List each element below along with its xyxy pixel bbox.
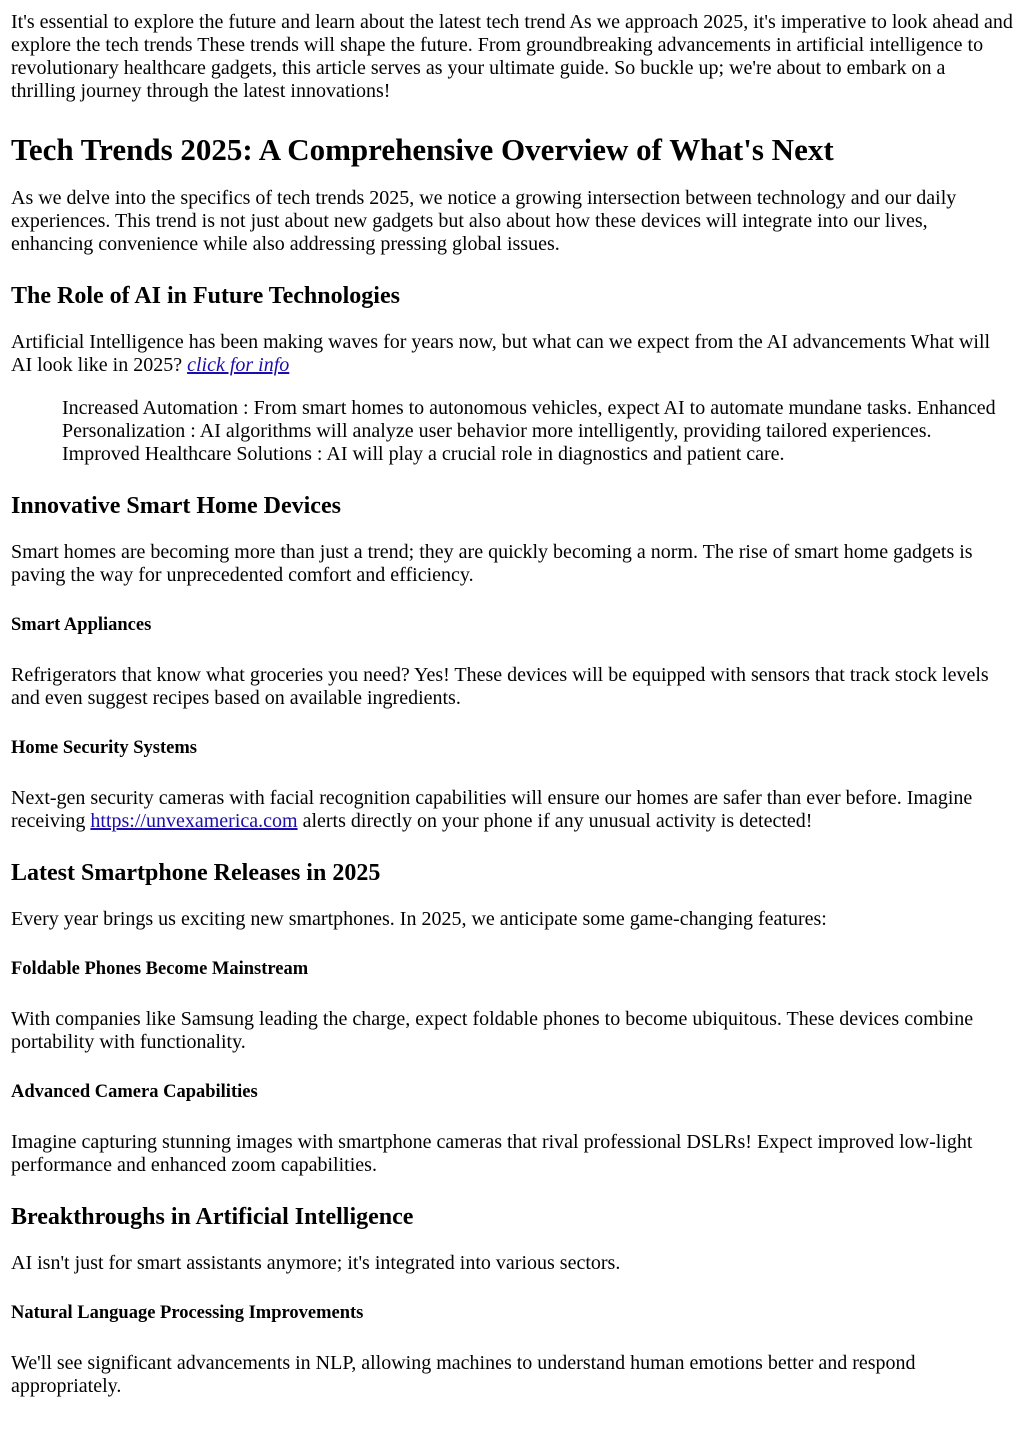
home-security-paragraph [11,787,1013,833]
ai-role-text: Artificial Intelligence has been making waves for years now, but what can we expect from the AI advancements What will AI look like in 2025? [11,331,991,376]
overview-paragraph: As we delve into the specifics of tech trends 2025, we notice a growing intersection between technology and our daily experiences. This trend is not just about new gadgets but also about how these devices will integrate into our lives, enhancing convenience while also addressing pressing global issues. [11,187,957,255]
camera-capabilities-heading: Advanced Camera Capabilities [11,1082,258,1102]
ai-breakthroughs-heading: Breakthroughs in Artificial Intelligence [11,1204,414,1230]
nlp-heading: Natural Language Processing Improvements [11,1303,364,1323]
smart-home-heading: Innovative Smart Home Devices [11,493,341,519]
smart-appliances-heading: Smart Appliances [11,615,152,635]
ai-breakthroughs-paragraph: AI isn't just for smart assistants anymore; it's integrated into various sectors. [11,1252,621,1274]
foldable-phones-heading: Foldable Phones Become Mainstream [11,959,309,979]
smart-appliances-paragraph: Refrigerators that know what groceries you need? Yes! These devices will be equipped with sensors that track stock levels and even suggest recipes based on available ingredients. [11,664,989,709]
camera-capabilities-paragraph: Imagine capturing stunning images with smartphone cameras that rival professional DSLRs! Expect improved low-light performance and enhanced zoom capabilities. [11,1131,973,1176]
home-security-text-after: alerts directly on your phone if any unusual activity is detected! [297,810,813,832]
home-security-text-before: Next-gen security cameras with facial recognition capabilities will ensure our homes are safer than ever before. Imagine receiving [11,787,973,832]
smartphone-releases-heading: Latest Smartphone Releases in 2025 [11,860,381,886]
home-security-heading: Home Security Systems [11,738,197,758]
click-for-info-link[interactable]: click for info [187,354,290,376]
smart-home-paragraph: Smart homes are becoming more than just a trend; they are quickly becoming a norm. The rise of smart home gadgets is paving the way for unprecedented comfort and efficiency. [11,541,973,586]
ai-role-heading: The Role of AI in Future Technologies [11,283,400,309]
ai-role-paragraph [11,331,1013,377]
nlp-paragraph: We'll see significant advancements in NLP, allowing machines to understand human emotions better and respond appropriately. [11,1352,916,1397]
unvexamerica-link[interactable]: https://unvexamerica.com [90,810,298,832]
intro-paragraph: It's essential to explore the future and learn about the latest tech trend As we approach 2025, it's imperative to look ahead and explore the tech trends These trends will shape the future. From groundbreaking advancements in artificial intelligence to revolutionary healthcare gadgets, this article serves as your ultimate guide. So buckle up; we're about to embark on a thrilling journey through the latest innovations! [11,11,1013,102]
ai-role-quote: Increased Automation : From smart homes to autonomous vehicles, expect AI to automate mundane tasks. Enhanced Personalization : AI algorithms will analyze user behavior more intelligently, providing tailored experiences. Improved Healthcare Solutions : AI will play a crucial role in diagnostics and patient care. [62,397,996,465]
foldable-phones-paragraph: With companies like Samsung leading the charge, expect foldable phones to become ubiquitous. These devices combine portability with functionality. [11,1008,974,1053]
smartphone-releases-paragraph: Every year brings us exciting new smartphones. In 2025, we anticipate some game-changing features: [11,908,827,930]
page-title: Tech Trends 2025: A Comprehensive Overview of What's Next [11,132,834,167]
